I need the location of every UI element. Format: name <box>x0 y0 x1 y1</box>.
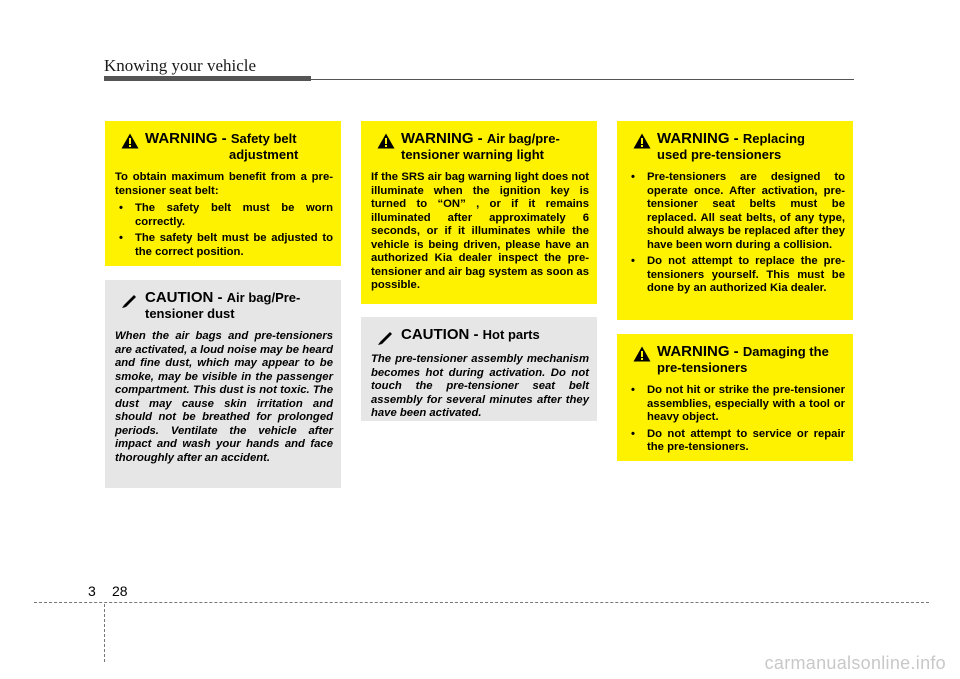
header-rule <box>104 79 854 80</box>
warning-header <box>371 131 589 163</box>
list-item: • Do not attempt to service or repair the pre-tensioners. <box>627 428 845 455</box>
warning-triangle-icon <box>633 133 651 149</box>
warning-header <box>627 131 845 163</box>
caution-title <box>401 327 540 343</box>
title-separator: - <box>729 343 743 360</box>
warning-subtitle-line2: pre-tensioners <box>657 360 748 375</box>
title-separator: - <box>217 130 231 147</box>
caution-subtitle: Air bag/Pre- <box>226 290 301 305</box>
list-item: • Do not attempt to replace the pre-tensioners yourself. This must be done by an authorized Kia dealer. <box>627 255 845 296</box>
warning-subtitle-line2: tensioner warning light <box>401 147 545 162</box>
warning-keyword: WARNING <box>401 130 474 147</box>
warning-bullet-list <box>627 171 845 296</box>
list-item: • Pre-tensioners are designed to operate once. After activation, pre-tensioner seat belts must be replaced. All seat belts, of any type, should always be replaced after they have been worn during a collision. <box>627 171 845 252</box>
warning-title <box>657 344 829 376</box>
warning-triangle-icon <box>377 133 395 149</box>
warning-header <box>627 344 845 376</box>
caution-box-airbag-dust <box>105 280 341 488</box>
title-separator: - <box>729 130 743 147</box>
caution-header <box>371 327 589 345</box>
list-item: • Do not hit or strike the pre-tensioner assemblies, especially with a tool or heavy object. <box>627 384 845 425</box>
warning-keyword: WARNING <box>657 130 730 147</box>
warning-subtitle-line2: adjustment <box>229 147 299 162</box>
warning-title <box>657 131 805 163</box>
caution-title <box>145 290 300 322</box>
warning-keyword: WARNING <box>657 343 730 360</box>
warning-body: If the SRS air bag warning light does not illuminate when the ignition key is turned to “ON” , or if it remains illuminated after approximately 6 seconds, or if it illuminates while the vehicle is being driven, please have an authorized Kia dealer inspect the pre-tensioner and air bag system as soon as possible. <box>371 171 589 291</box>
watermark: carmanualsonline.info <box>764 653 946 673</box>
title-separator: - <box>213 289 227 306</box>
warning-keyword: WARNING <box>145 130 218 147</box>
warning-intro: To obtain maximum benefit from a pre-tensioner seat belt: <box>115 171 333 197</box>
caution-keyword: CAUTION <box>401 326 470 343</box>
warning-triangle-icon <box>121 133 139 149</box>
page-number: 28 <box>112 583 128 599</box>
caution-pencil-icon <box>121 292 139 308</box>
warning-box-replacing <box>617 121 853 320</box>
warning-box-warning-light <box>361 121 597 304</box>
warning-subtitle: Air bag/pre- <box>486 131 560 146</box>
warning-subtitle: Safety belt <box>230 131 297 146</box>
warning-box-safety-belt <box>105 121 341 266</box>
warning-title <box>401 131 560 163</box>
warning-subtitle: Damaging the <box>742 344 829 359</box>
warning-subtitle: Replacing <box>742 131 805 146</box>
caution-subtitle: Hot parts <box>482 327 540 342</box>
caution-subtitle-line2: tensioner dust <box>145 306 235 321</box>
footer-divider <box>104 604 105 662</box>
caution-body: The pre-tensioner assembly mechanism becomes hot during activation. Do not touch the pre-tensioner seat belt assembly for several minutes after they have been activated. <box>371 353 589 419</box>
warning-header <box>115 131 333 163</box>
footer-rule <box>34 602 929 603</box>
warning-bullet-list <box>627 384 845 455</box>
warning-box-damaging <box>617 334 853 461</box>
warning-triangle-icon <box>633 346 651 362</box>
warning-title <box>145 131 298 163</box>
caution-box-hot-parts <box>361 317 597 421</box>
caution-pencil-icon <box>377 329 395 345</box>
page-header-title: Knowing your vehicle <box>104 56 257 75</box>
caution-header <box>115 290 333 322</box>
list-item: • The safety belt must be adjusted to the correct position. <box>115 232 333 259</box>
page-chapter-number: 3 <box>88 583 96 599</box>
caution-keyword: CAUTION <box>145 289 214 306</box>
warning-bullet-list <box>115 202 333 259</box>
title-separator: - <box>469 326 483 343</box>
title-separator: - <box>473 130 487 147</box>
list-item: • The safety belt must be worn correctly. <box>115 202 333 229</box>
warning-subtitle-line2: used pre-tensioners <box>657 147 782 162</box>
caution-body: When the air bags and pre-tensioners are activated, a loud noise may be heard and fine dust, which may appear to be smoke, may be visible in the passenger compartment. This dust is not toxic. The dust may cause skin irritation and should not be breathed for prolonged periods. Ventilate the vehicle after impact and wash your hands and face thoroughly after an accident. <box>115 330 333 464</box>
